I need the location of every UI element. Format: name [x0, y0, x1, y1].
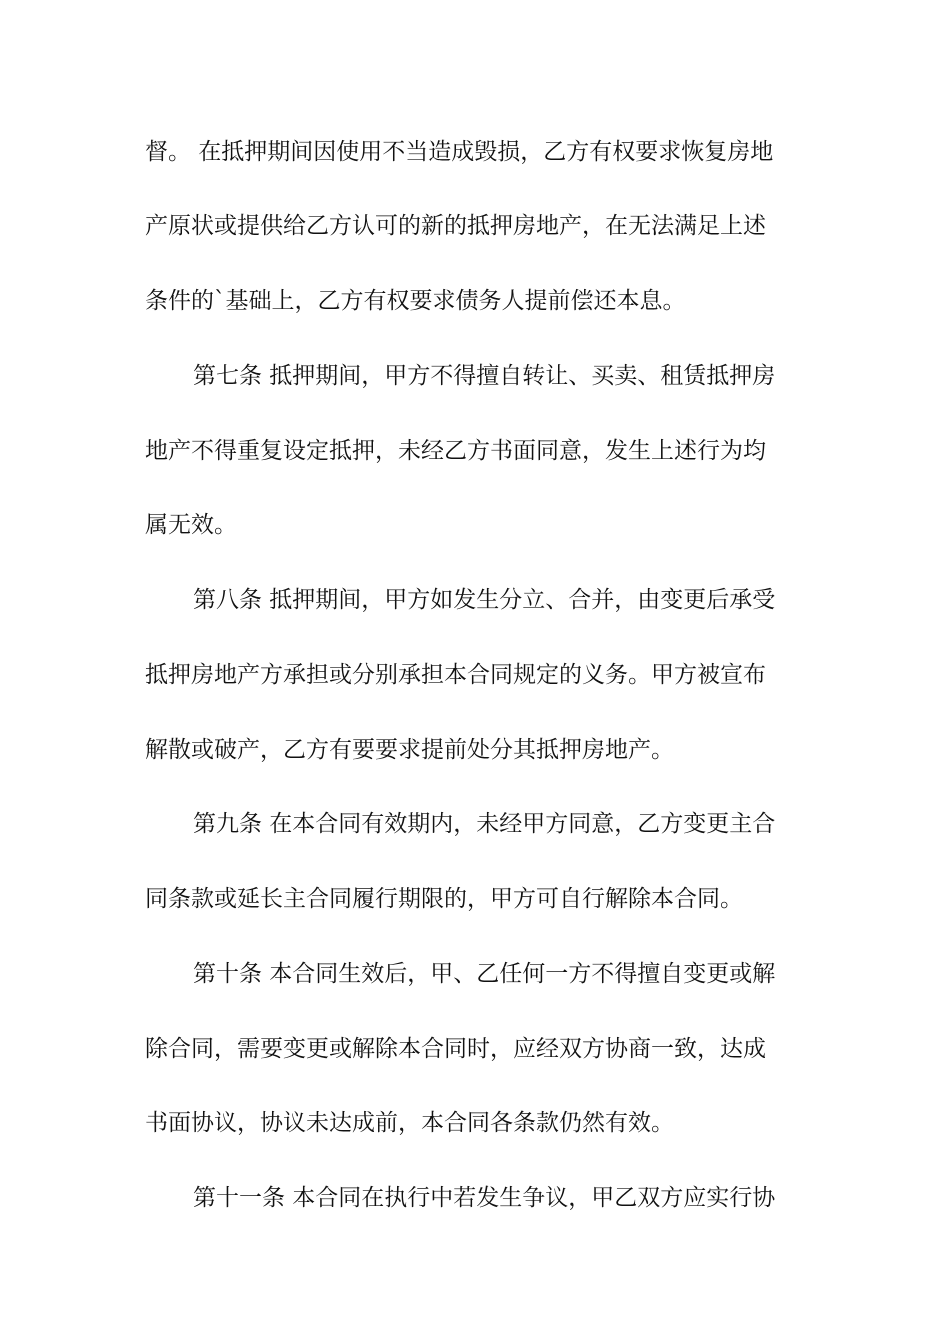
text-line: 解散或破产，乙方有要要求提前处分其抵押房地产。	[145, 737, 674, 763]
text-line: 除合同，需要变更或解除本合同时，应经双方协商一致，达成	[145, 1036, 766, 1062]
article-11-line: 第十一条 本合同在执行中若发生争议，甲乙双方应实行协	[193, 1185, 776, 1211]
article-10-line: 第十条 本合同生效后，甲、乙任何一方不得擅自变更或解	[193, 961, 776, 987]
text-line: 抵押房地产方承担或分别承担本合同规定的义务。甲方被宣布	[145, 662, 766, 688]
text-line: 同条款或延长主合同履行期限的，甲方可自行解除本合同。	[145, 886, 743, 912]
text-line: 产原状或提供给乙方认可的新的抵押房地产，在无法满足上述	[145, 213, 766, 239]
text-line: 地产不得重复设定抵押，未经乙方书面同意，发生上述行为均	[145, 438, 766, 464]
text-line: 书面协议，协议未达成前，本合同各条款仍然有效。	[145, 1110, 674, 1136]
text-line: 督。 在抵押期间因使用不当造成毁损，乙方有权要求恢复房地	[145, 139, 774, 165]
text-line: 条件的`基础上，乙方有权要求债务人提前偿还本息。	[145, 288, 686, 314]
article-9-line: 第九条 在本合同有效期内，未经甲方同意，乙方变更主合	[193, 811, 776, 837]
article-8-line: 第八条 抵押期间，甲方如发生分立、合并，由变更后承受	[193, 587, 776, 613]
article-7-line: 第七条 抵押期间，甲方不得擅自转让、买卖、租赁抵押房	[193, 363, 776, 389]
text-line: 属无效。	[145, 512, 237, 538]
